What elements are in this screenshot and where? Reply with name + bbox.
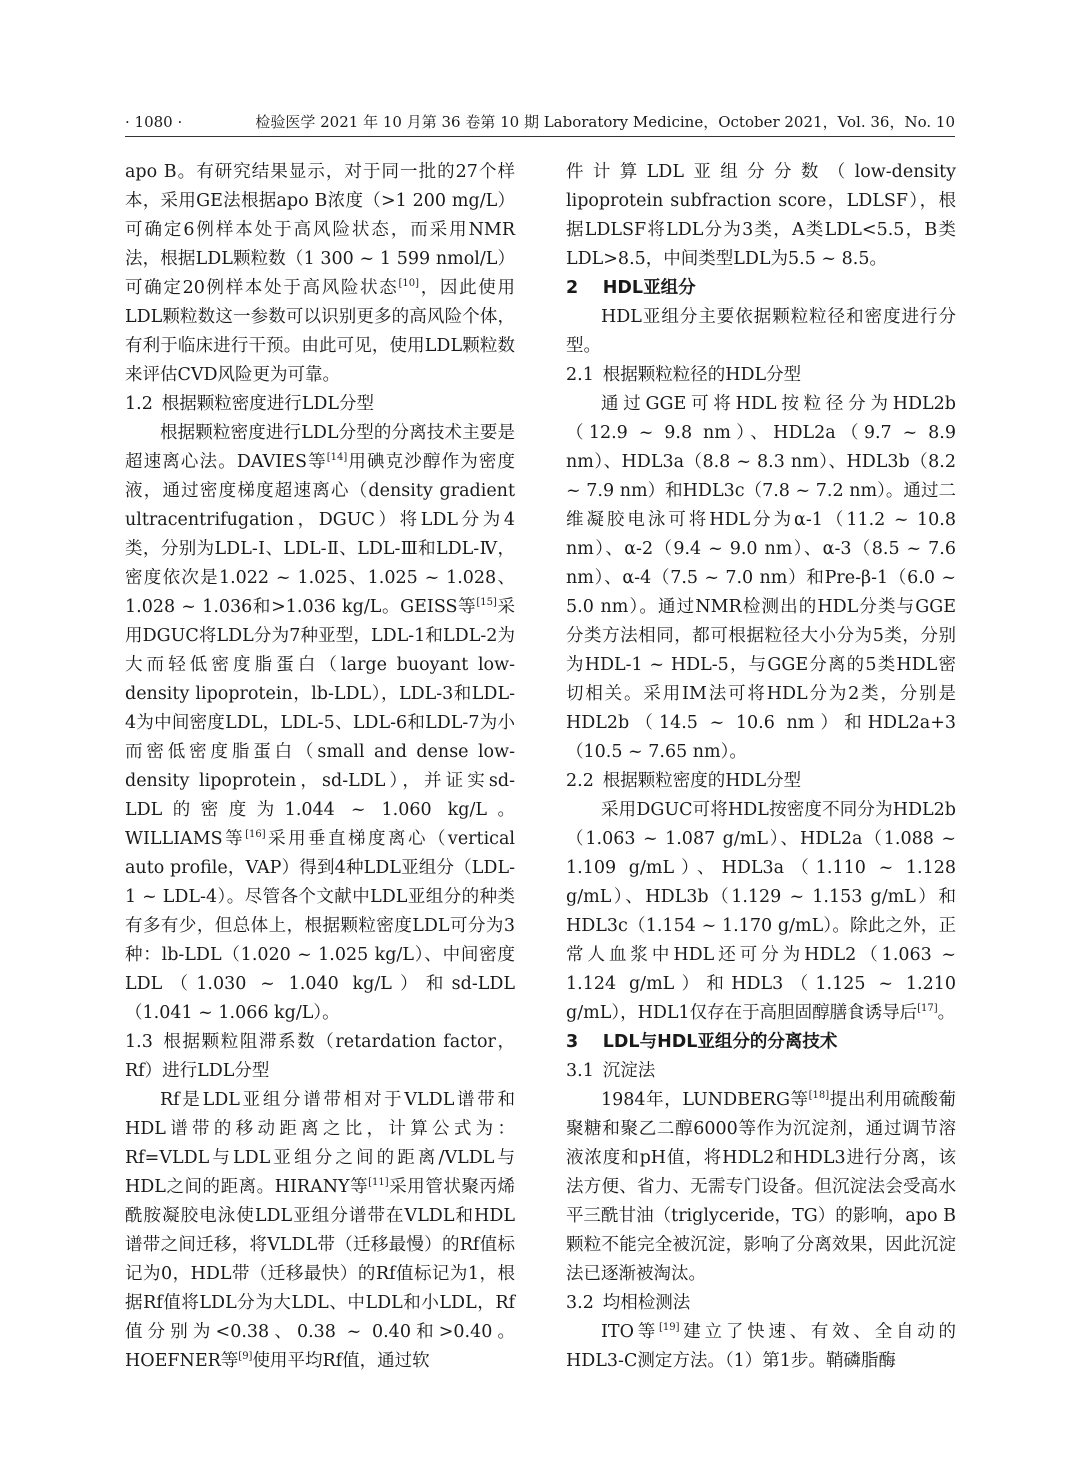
paragraph: 件计算LDL亚组分分数（low-density lipoprotein subfraction score，LDLSF），根据LDLSF将LDL分为3类，A类LDL<5.5，B类LDL>8.5，中间类型LDL为5.5 ~ 8.5。 [566, 162, 956, 269]
citation: [17] [917, 1003, 938, 1015]
journal-info: 检验医学 2021 年 10 月第 36 卷第 10 期 Laboratory Medicine，October 2021，Vol. 36，No. 10 [255, 113, 955, 131]
citation: [14] [326, 452, 348, 464]
citation: [18] [808, 1090, 830, 1102]
section-heading-2-2: 2.2 根据颗粒密度的HDL分型 [566, 771, 802, 791]
citation: [19] [658, 1322, 680, 1334]
section-heading-1-3: 1.3 根据颗粒阻滞系数（retardation factor，Rf）进行LDL分型 [125, 1032, 515, 1081]
paragraph: HDL亚组分主要依据颗粒粒径和密度进行分型。 [566, 307, 956, 356]
section-heading-2-1: 2.1 根据颗粒粒径的HDL分型 [566, 365, 802, 385]
running-header [125, 110, 955, 137]
paragraph: apo B。有研究结果显示，对于同一批的27个样本，采用GE法根据apo B浓度（>1 200 mg/L）可确定6例样本处于高风险状态，而采用NMR法，根据LDL颗粒数（1 300 ~ 1 599 nmol/L）可确定20例样本处于高风险状态[10]，因此使用LDL颗粒数这一参数可以识别更多的高风险个体，有利于临床进行干预。由此可见，使用LDL颗粒数来评估CVD风险更为可靠。 [125, 162, 515, 385]
section-heading-1-2: 1.2 根据颗粒密度进行LDL分型 [125, 394, 375, 414]
citation: [9] [238, 1351, 253, 1363]
citation: [10] [398, 278, 420, 290]
section-heading-3-1: 3.1 沉淀法 [566, 1061, 656, 1081]
paragraph: 1984年，LUNDBERG等[18]提出利用硫酸葡聚糖和聚乙二醇6000等作为沉淀剂，通过调节溶液浓度和pH值，将HDL2和HDL3进行分离，该法方便、省力、无需专门设备。但沉淀法会受高水平三酰甘油（triglyceride，TG）的影响，apo B颗粒不能完全被沉淀，影响了分离效果，因此沉淀法已逐渐被淘汰。 [566, 1090, 956, 1284]
citation: [15] [476, 597, 497, 609]
citation: [11] [368, 1177, 389, 1189]
section-heading-2: 2 HDL亚组分 [566, 278, 696, 298]
citation: [16] [245, 829, 266, 841]
paragraph: ITO等[19]建立了快速、有效、全自动的HDL3-C测定方法。（1）第1步。鞘磷脂酶 [566, 1322, 957, 1371]
paragraph: Rf是LDL亚组分谱带相对于VLDL谱带和HDL谱带的移动距离之比，计算公式为：Rf=VLDL与LDL亚组分之间的距离/VLDL与HDL之间的距离。HIRANY等[11]采用管状聚丙烯酰胺凝胶电泳使LDL亚组分谱带在VLDL和HDL谱带之间迁移，将VLDL带（迁移最慢）的Rf值标记为0，HDL带（迁移最快）的Rf值标记为1，根据Rf值将LDL分为大LDL、中LDL和小LDL，Rf值分别为<0.38、0.38 ~ 0.40和>0.40。HOEFNER等[9]使用平均Rf值，通过软 [125, 1090, 515, 1371]
right-column [566, 158, 956, 1376]
left-column [125, 158, 515, 1376]
page-number: · 1080 · [125, 113, 183, 131]
paragraph: 通过GGE可将HDL按粒径分为HDL2b（12.9 ~ 9.8 nm）、HDL2a（9.7 ~ 8.9 nm）、HDL3a（8.8 ~ 8.3 nm）、HDL3b（8.2 ~ 7.9 nm）和HDL3c（7.8 ~ 7.2 nm）。通过二维凝胶电泳可将HDL分为α-1（11.2 ~ 10.8 nm）、α-2（9.4 ~ 9.0 nm）、α-3（8.5 ~ 7.6 nm）、α-4（7.5 ~ 7.0 nm）和Pre-β-1（6.0 ~ 5.0 nm）。通过NMR检测出的HDL分类与GGE分类方法相同，都可根据粒径大小分为5类，分别为HDL-1 ~ HDL-5，与GGE分离的5类HDL密切相关。采用IM法可将HDL分为2类，分别是HDL2b（14.5 ~ 10.6 nm）和HDL2a+3（10.5 ~ 7.65 nm）。 [566, 394, 956, 762]
paragraph: 根据颗粒密度进行LDL分型的分离技术主要是超速离心法。DAVIES等[14]用碘克沙醇作为密度液，通过密度梯度超速离心（density gradient ultracentrifugation，DGUC）将LDL分为4类，分别为LDL-Ⅰ、LDL-Ⅱ、LDL-Ⅲ和LDL-Ⅳ，密度依次是1.022 ~ 1.025、1.025 ~ 1.028、1.028 ~ 1.036和>1.036 kg/L。GEISS等[15]采用DGUC将LDL分为7种亚型，LDL-1和LDL-2为大而轻低密度脂蛋白（large buoyant low-density lipoprotein，lb-LDL），LDL-3和LDL-4为中间密度LDL，LDL-5、LDL-6和LDL-7为小而密低密度脂蛋白（small and dense low-density lipoprotein，sd-LDL），并证实sd-LDL的密度为1.044 ~ 1.060 kg/L。WILLIAMS等[16]采用垂直梯度离心（vertical auto profile，VAP）得到4种LDL亚组分（LDL-1 ~ LDL-4）。尽管各个文献中LDL亚组分的种类有多有少，但总体上，根据颗粒密度LDL可分为3种：lb-LDL（1.020 ~ 1.025 kg/L）、中间密度LDL（1.030 ~ 1.040 kg/L）和sd-LDL（1.041 ~ 1.066 kg/L）。 [125, 423, 515, 1023]
section-heading-3-2: 3.2 均相检测法 [566, 1293, 691, 1313]
paragraph: 采用DGUC可将HDL按密度不同分为HDL2b（1.063 ~ 1.087 g/mL）、HDL2a（1.088 ~ 1.109 g/mL）、HDL3a（1.110 ~ 1.128 g/mL）、HDL3b（1.129 ~ 1.153 g/mL）和HDL3c（1.154 ~ 1.170 g/mL）。除此之外，正常人血浆中HDL还可分为HDL2（1.063 ~ 1.124 g/mL）和HDL3（1.125 ~ 1.210 g/mL），HDL1仅存在于高胆固醇膳食诱导后[17]。 [566, 800, 956, 1023]
section-heading-3: 3 LDL与HDL亚组分的分离技术 [566, 1032, 838, 1052]
